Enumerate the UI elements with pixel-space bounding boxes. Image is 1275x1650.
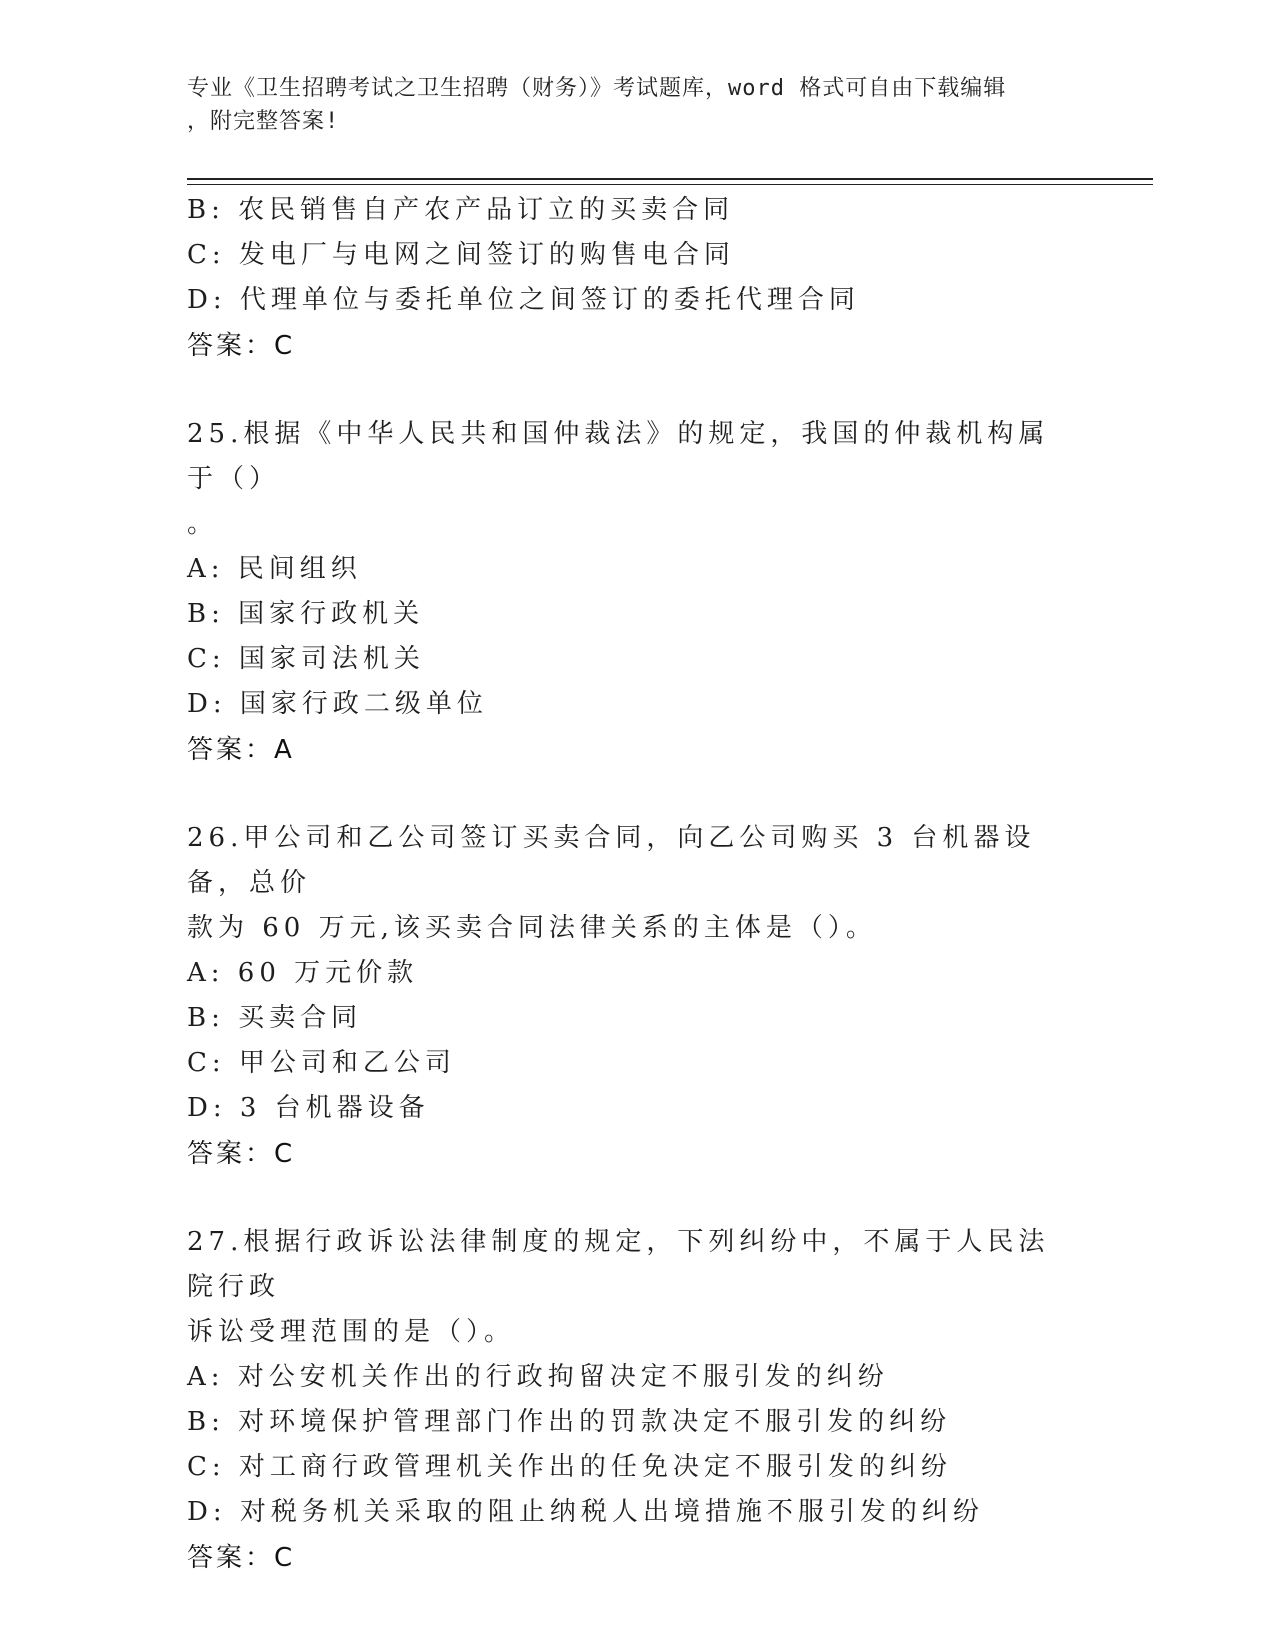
option-d: D: 对税务机关采取的阻止纳税人出境措施不服引发的纠纷 [187,1497,984,1527]
header-rule-thin [187,184,1153,185]
document-body [187,188,1087,1581]
question-stem-line-1: 27.根据行政诉讼法律制度的规定，下列纠纷中，不属于人民法院行政 [187,1227,1050,1302]
option-d: D: 3 台机器设备 [187,1093,430,1123]
option-b: B: 农民销售自产农产品订立的买卖合同 [187,195,735,225]
header-rule-thick [187,178,1153,180]
option-a: A: 60 万元价款 [187,958,419,988]
option-c: C: 国家司法机关 [187,644,425,674]
question-24-continued [187,188,1087,369]
option-a: A: 民间组织 [187,554,362,584]
spacer [187,1177,1087,1220]
option-b: B: 国家行政机关 [187,599,425,629]
answer: 答案：C [187,1139,296,1169]
option-c: C: 对工商行政管理机关作出的任免决定不服引发的纠纷 [187,1452,952,1482]
question-stem-line-2: 款为 60 万元,该买卖合同法律关系的主体是（）。 [187,913,877,943]
question-stem-line-2: 诉讼受理范围的是（）。 [187,1317,516,1347]
option-d: D: 国家行政二级单位 [187,689,488,719]
option-b: B: 对环境保护管理部门作出的罚款决定不服引发的纠纷 [187,1407,952,1437]
option-b: B: 买卖合同 [187,1003,363,1033]
option-c: C: 甲公司和乙公司 [187,1048,456,1078]
spacer [187,773,1087,816]
question-stem-line-1: 26.甲公司和乙公司签订买卖合同，向乙公司购买 3 台机器设备，总价 [187,823,1036,898]
answer: 答案：C [187,1543,296,1573]
spacer [187,369,1087,412]
answer: 答案：C [187,331,296,361]
option-c: C: 发电厂与电网之间签订的购售电合同 [187,240,735,270]
question-stem-line-2: 。 [187,509,219,539]
question-27 [187,1220,1087,1581]
option-d: D: 代理单位与委托单位之间签订的委托代理合同 [187,285,860,315]
question-25 [187,412,1087,773]
page-header [187,72,1067,138]
question-stem-line-1: 25.根据《中华人民共和国仲裁法》的规定，我国的仲裁机构属于（） [187,419,1050,494]
header-line-1: 专业《卫生招聘考试之卫生招聘（财务）》考试题库，word 格式可自由下载编辑 [187,76,1007,101]
header-line-2: ，附完整答案! [187,109,340,134]
option-a: A: 对公安机关作出的行政拘留决定不服引发的纠纷 [187,1362,889,1392]
answer: 答案：A [187,735,295,765]
question-26 [187,816,1087,1177]
